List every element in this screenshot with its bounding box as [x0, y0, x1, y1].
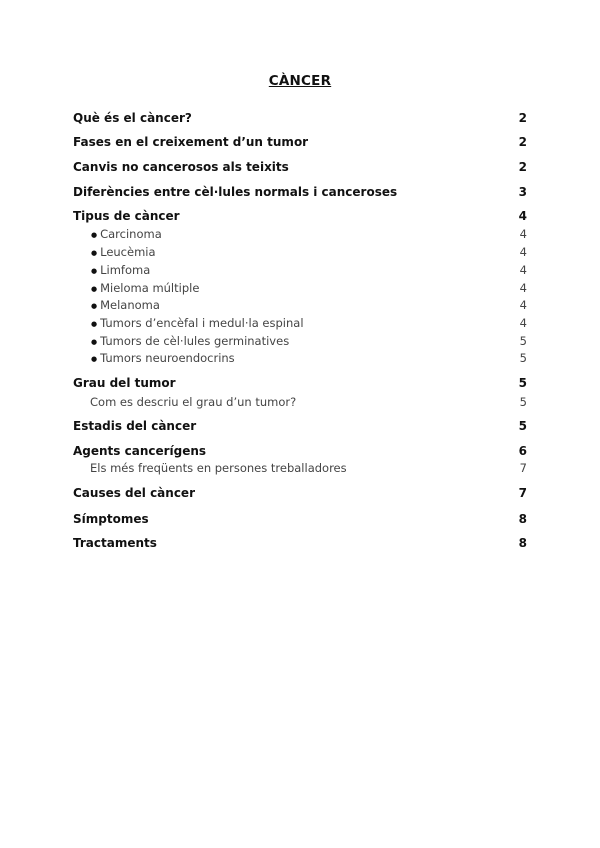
toc-entry-page: 5 [519, 334, 527, 348]
toc-entry-page: 8 [518, 512, 527, 526]
toc-entry-title: Fases en el creixement d’un tumor [73, 135, 309, 149]
toc-entry[interactable] [73, 183, 527, 201]
toc-entry-page: 4 [519, 281, 527, 295]
toc-entry-title: Com es descriu el grau d’un tumor? [90, 395, 297, 409]
toc-entry[interactable] [73, 374, 527, 392]
toc-entry[interactable] [73, 534, 527, 552]
toc-entry-title: Estadis del càncer [73, 419, 197, 433]
toc-entry[interactable] [73, 459, 527, 477]
toc-entry-page: 4 [519, 227, 527, 241]
toc-entry[interactable] [73, 314, 527, 332]
toc-entry-title: Símptomes [73, 512, 149, 526]
toc-entry-title: Què és el càncer? [73, 111, 192, 125]
document-title: CÀNCER [268, 73, 332, 89]
toc-entry-page: 7 [519, 461, 527, 475]
toc-entry[interactable] [73, 510, 527, 528]
toc-entry-page: 2 [518, 135, 527, 149]
toc-entry-title: ● Tumors neuroendocrins [73, 349, 235, 367]
toc-entry-page: 5 [518, 419, 527, 433]
toc-entry-page: 2 [518, 111, 527, 125]
toc-entry-page: 5 [519, 395, 527, 409]
toc-entry[interactable] [73, 243, 527, 261]
toc-entry-page: 7 [518, 486, 527, 500]
toc-entry-page: 4 [519, 263, 527, 277]
toc-entry-page: 6 [518, 444, 527, 458]
toc-entry[interactable] [73, 332, 527, 350]
toc-entry[interactable] [73, 225, 527, 243]
toc-entry-title: Tipus de càncer [73, 209, 180, 223]
toc-entry-title: ● Tumors d’encèfal i medul·la espinal [73, 314, 304, 332]
toc-entry-title: ● Melanoma [73, 296, 160, 314]
toc-entry[interactable] [73, 261, 527, 279]
toc-entry[interactable] [73, 158, 527, 176]
toc-entry[interactable] [73, 417, 527, 435]
toc-entry-page: 4 [519, 245, 527, 259]
toc-entry-title: Tractaments [73, 536, 157, 550]
toc-entry-page: 4 [519, 298, 527, 312]
toc-entry-title: Causes del càncer [73, 486, 195, 500]
toc-entry[interactable] [73, 133, 527, 151]
toc-entry-title: Diferències entre cèl·lules normals i canceroses [73, 185, 398, 199]
toc-entry-title: ● Mieloma múltiple [73, 279, 199, 297]
toc-entry-title: Els més freqüents en persones treballadores [90, 461, 347, 475]
toc-entry-title: ● Tumors de cèl·lules germinatives [73, 332, 289, 350]
toc-entry[interactable] [73, 279, 527, 297]
toc-entry[interactable] [73, 442, 527, 460]
toc-entry-page: 2 [518, 160, 527, 174]
toc-entry-title: ● Carcinoma [73, 225, 162, 243]
toc-entry-page: 8 [518, 536, 527, 550]
toc-entry-title: ● Leucèmia [73, 243, 156, 261]
toc-entry-page: 4 [519, 316, 527, 330]
toc-entry-title: Agents cancerígens [73, 444, 207, 458]
toc-entry[interactable] [73, 207, 527, 225]
toc-entry[interactable] [73, 349, 527, 367]
toc-entry[interactable] [73, 109, 527, 127]
toc-entry-page: 5 [518, 376, 527, 390]
toc-entry[interactable] [73, 484, 527, 502]
toc-entry-page: 3 [518, 185, 527, 199]
toc-entry-title: Grau del tumor [73, 376, 176, 390]
toc-entry-page: 5 [519, 351, 527, 365]
toc-entry-title: ● Limfoma [73, 261, 150, 279]
toc-entry[interactable] [73, 296, 527, 314]
toc-entry[interactable] [73, 393, 527, 411]
toc-entry-page: 4 [518, 209, 527, 223]
toc-entry-title: Canvis no cancerosos als teixits [73, 160, 289, 174]
